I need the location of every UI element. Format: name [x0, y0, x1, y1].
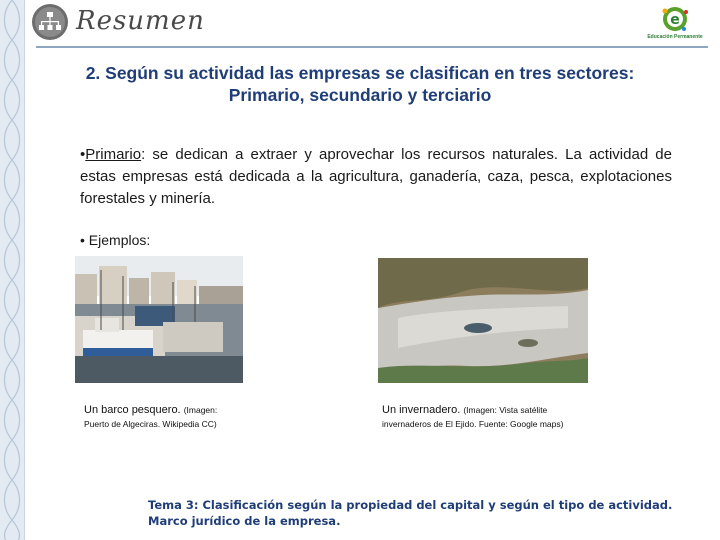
bullet-icon: •: [80, 146, 86, 163]
boat-caption-source-line-2: Puerto de Algeciras. Wikipedia CC): [84, 419, 217, 429]
greenhouse-caption: [382, 403, 622, 431]
brand-name: Educación Permanente: [647, 34, 703, 40]
fishing-boat-photo: [75, 256, 243, 383]
slide-heading: [30, 62, 690, 106]
svg-text:e: e: [670, 12, 680, 28]
footer-line-1: Tema 3: Clasificación según la propiedad del capital y según el tipo de actividad.: [148, 498, 673, 512]
org-chart-icon: [30, 2, 70, 42]
greenhouse-caption-source-line-2: invernaderos de El Ejido. Fuente: Google maps): [382, 419, 564, 429]
fishing-boat-caption: [84, 403, 284, 431]
bullet-icon: •: [80, 232, 85, 248]
heading-line-2: Primario, secundario y terciario: [228, 85, 492, 105]
footer-line-2: Marco jurídico de la empresa.: [148, 514, 341, 528]
bullet-text: : se dedican a extraer y aprovechar los recursos naturales. La actividad de estas empresas está dedicada a la agricultura, ganadería, caza, pesca, explotaciones forestales y minería.: [80, 146, 672, 207]
bullet-term: Primario: [85, 146, 142, 163]
greenhouse-satellite-photo: [378, 258, 588, 383]
boat-caption-title: Un barco pesquero.: [84, 404, 181, 416]
header-divider: [36, 46, 708, 48]
greenhouse-caption-title: Un invernadero.: [382, 404, 461, 416]
heading-line-1: 2. Según su actividad las empresas se clasifican en tres sectores:: [85, 63, 635, 83]
examples-heading: [80, 232, 150, 248]
decorative-left-border: [0, 0, 25, 540]
primary-sector-paragraph: [80, 144, 672, 210]
footer-topic: [148, 497, 708, 529]
examples-label: Ejemplos:: [88, 232, 151, 248]
page-title: Resumen: [76, 6, 205, 36]
boat-caption-source: (Imagen:: [183, 405, 218, 415]
greenhouse-caption-source: (Imagen: Vista satélite: [463, 405, 548, 415]
